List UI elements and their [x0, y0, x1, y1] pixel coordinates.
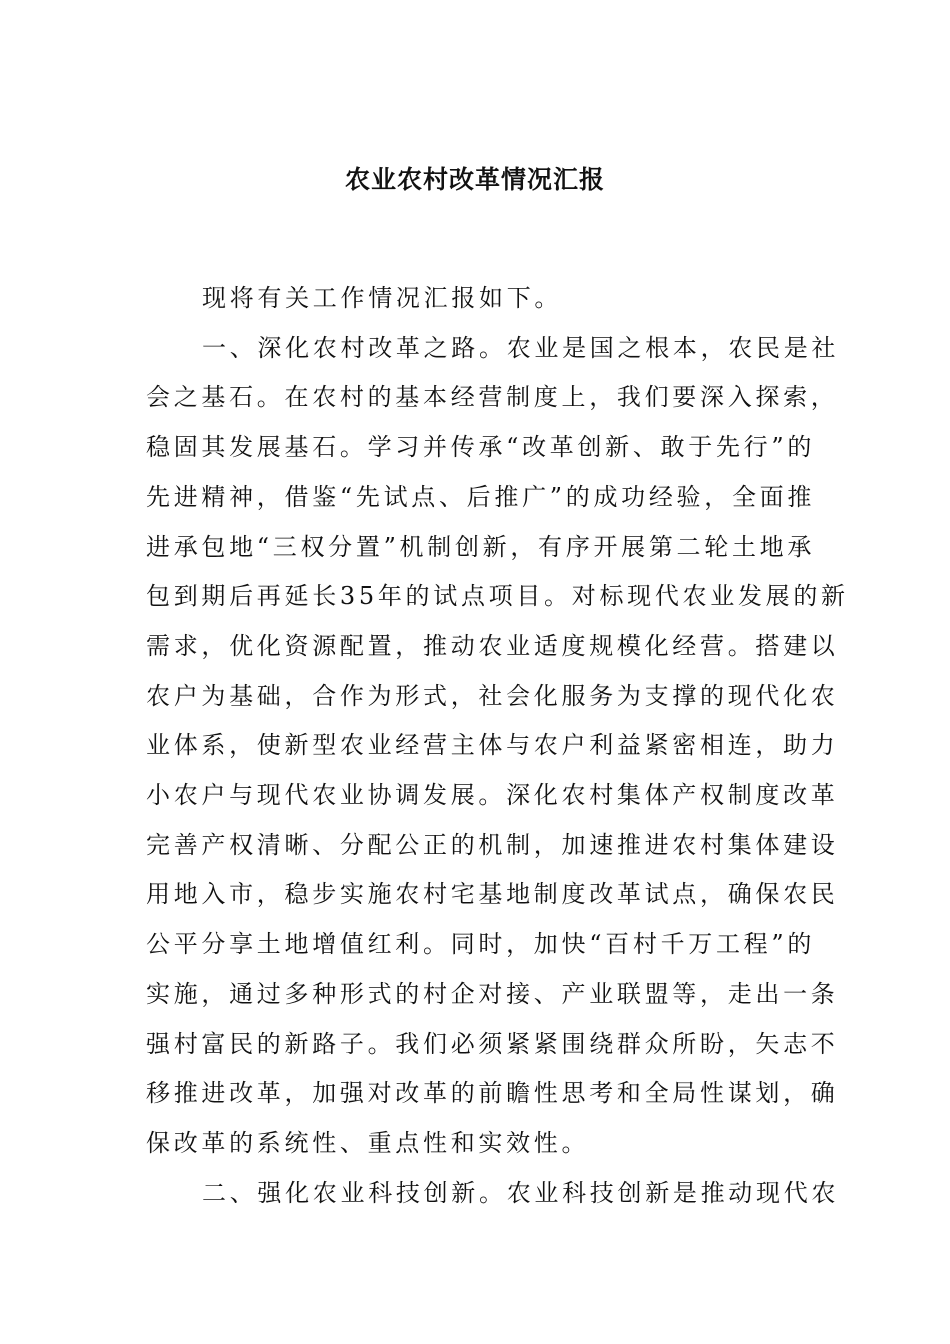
text-line: 二、强化农业科技创新。农业科技创新是推动现代农 [202, 1178, 840, 1207]
text-line: 保改革的系统性、重点性和实效性。 [146, 1128, 590, 1157]
document-body [146, 274, 849, 1218]
text-line: 用地入市，稳步实施农村宅基地制度改革试点，确保农民 [146, 880, 839, 909]
text-line: 移推进改革，加强对改革的前瞻性思考和全局性谋划，确 [146, 1079, 839, 1108]
paragraph-section-1 [146, 324, 849, 1169]
paragraph-intro [146, 274, 808, 324]
text-line: 需求，优化资源配置，推动农业适度规模化经营。搭建以 [146, 631, 839, 660]
text-line: 完善产权清晰、分配公正的机制，加速推进农村集体建设 [146, 830, 839, 859]
text-line: 小农户与现代农业协调发展。深化农村集体产权制度改革 [146, 781, 839, 810]
text-line: 包到期后再延长35年的试点项目。对标现代农业发展的新 [146, 582, 849, 611]
text-line: 一、深化农村改革之路。农业是国之根本，农民是社 [202, 333, 840, 362]
text-line: 强村富民的新路子。我们必须紧紧围绕群众所盼，矢志不 [146, 1029, 839, 1058]
text-line: 会之基石。在农村的基本经营制度上，我们要深入探索， [146, 383, 839, 412]
text-line: 现将有关工作情况汇报如下。 [202, 284, 563, 312]
text-line: 公平分享土地增值红利。同时，加快“百村千万工程”的 [146, 930, 816, 959]
text-line: 进承包地“三权分置”机制创新，有序开展第二轮土地承 [146, 532, 816, 561]
text-line: 稳固其发展基石。学习并传承“改革创新、敢于先行”的 [146, 433, 816, 462]
text-line: 业体系，使新型农业经营主体与农户利益紧密相连，助力 [146, 731, 839, 760]
text-line: 实施，通过多种形式的村企对接、产业联盟等，走出一条 [146, 979, 839, 1008]
document-title: 农业农村改革情况汇报 [344, 165, 605, 194]
text-line: 农户为基础，合作为形式，社会化服务为支撑的现代化农 [146, 681, 839, 710]
text-line: 先进精神，借鉴“先试点、后推广”的成功经验，全面推 [146, 482, 816, 511]
paragraph-section-2 [146, 1169, 840, 1219]
